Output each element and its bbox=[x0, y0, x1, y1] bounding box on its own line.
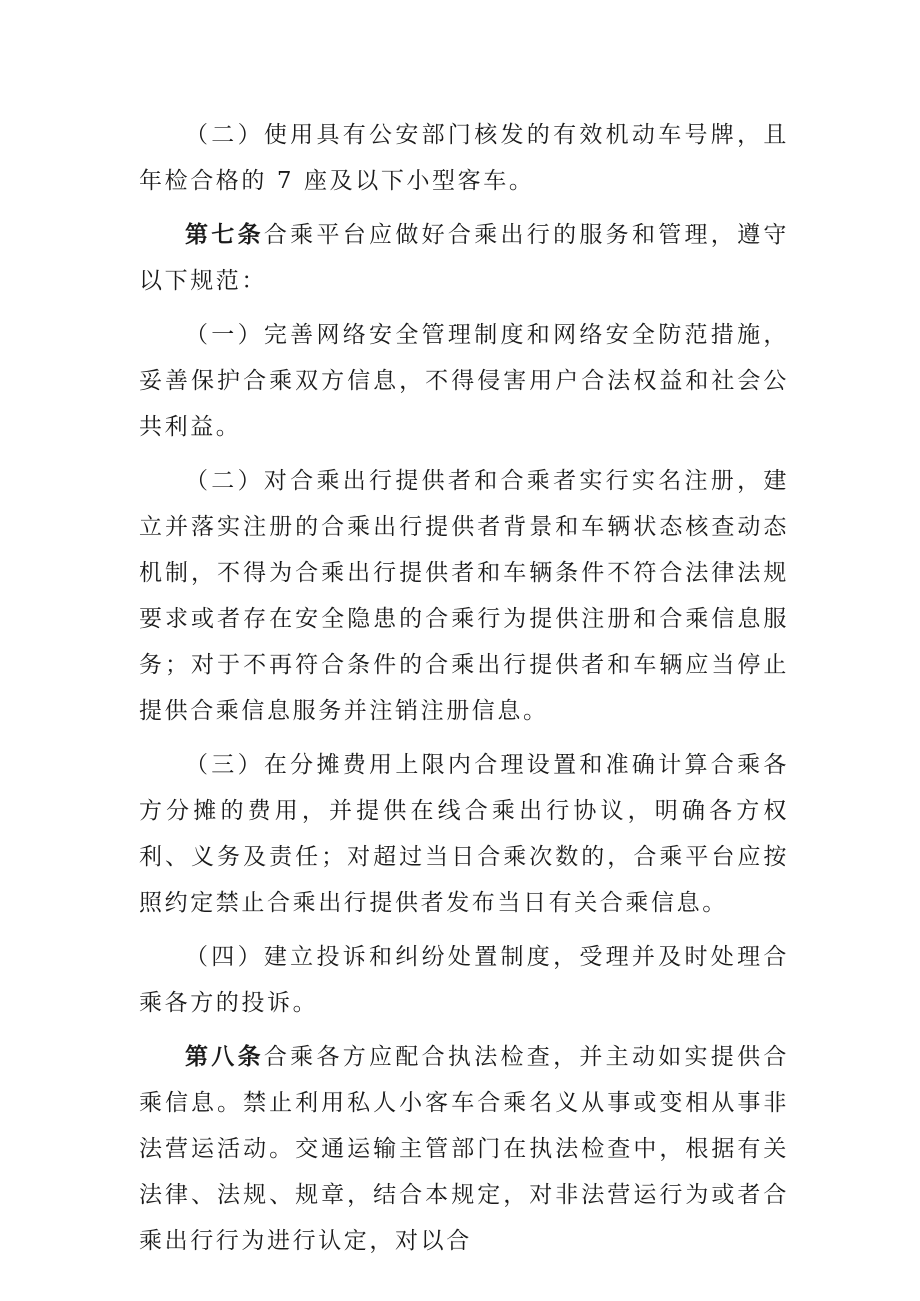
paragraph-article-8 bbox=[139, 1034, 789, 1264]
article-heading: 第七条 bbox=[185, 222, 264, 248]
paragraph-clause-2 bbox=[139, 458, 789, 734]
paragraph-text: 合乘平台应做好合乘出行的服务和管理，遵守以下规范： bbox=[139, 222, 789, 294]
paragraph-text: （二）使用具有公安部门核发的有效机动车号牌，且年检合格的 7 座及以下小型客车。 bbox=[139, 122, 789, 194]
paragraph-clause-3 bbox=[139, 742, 789, 926]
article-heading: 第八条 bbox=[185, 1044, 264, 1070]
paragraph-text: （四）建立投诉和纠纷处置制度，受理并及时处理合乘各方的投诉。 bbox=[139, 944, 789, 1016]
paragraph-text: （三）在分摊费用上限内合理设置和准确计算合乘各方分摊的费用，并提供在线合乘出行协议，明确各方权利、义务及责任；对超过当日合乘次数的，合乘平台应按照约定禁止合乘出行提供者发布当日有关合乘信息。 bbox=[139, 752, 789, 916]
document-body bbox=[139, 112, 789, 1272]
paragraph-clause-2-vehicle bbox=[139, 112, 789, 204]
paragraph-text: （二）对合乘出行提供者和合乘者实行实名注册，建立并落实注册的合乘出行提供者背景和车辆状态核查动态机制，不得为合乘出行提供者和车辆条件不符合法律法规要求或者存在安全隐患的合乘行为提供注册和合乘信息服务；对于不再符合条件的合乘出行提供者和车辆应当停止提供合乘信息服务并注销注册信息。 bbox=[139, 468, 789, 724]
paragraph-article-7 bbox=[139, 212, 789, 304]
paragraph-clause-1 bbox=[139, 312, 789, 450]
paragraph-text: （一）完善网络安全管理制度和网络安全防范措施，妥善保护合乘双方信息，不得侵害用户合法权益和社会公共利益。 bbox=[139, 322, 789, 440]
paragraph-clause-4 bbox=[139, 934, 789, 1026]
paragraph-text: 合乘各方应配合执法检查，并主动如实提供合乘信息。禁止利用私人小客车合乘名义从事或变相从事非法营运活动。交通运输主管部门在执法检查中，根据有关法律、法规、规章，结合本规定，对非法营运行为或者合乘出行行为进行认定，对以合 bbox=[139, 1044, 789, 1254]
